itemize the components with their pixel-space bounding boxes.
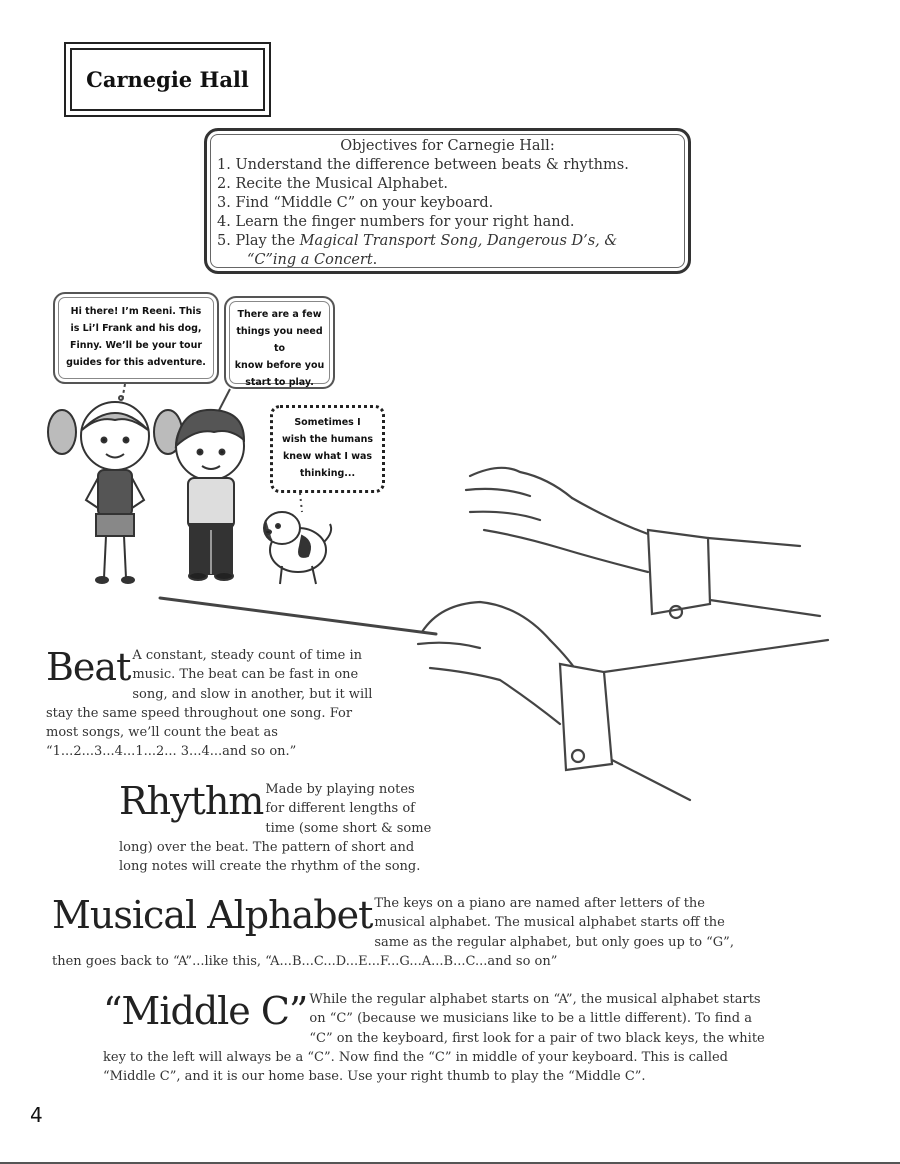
beat-text: A constant, steady count of time in music. The beat can be fast in one song, and slow in another, but it will stay the same speed throughout one song. For most songs, we’ll count the beat as “1...2...3...4...1...2... 3...4...and so on.” bbox=[46, 648, 373, 760]
objective-5-songs-line2: “C”ing a Concert bbox=[247, 252, 373, 268]
objective-5-prefix: 5. Play the bbox=[217, 233, 300, 249]
bubble-line: knew what I was bbox=[282, 451, 373, 462]
rhythm-definition bbox=[119, 780, 434, 876]
bubble-line: There are a few bbox=[237, 309, 322, 320]
objective-item-4: 4. Learn the finger numbers for your right hand. bbox=[217, 214, 575, 230]
objectives-heading: Objectives for Carnegie Hall: bbox=[340, 138, 555, 154]
girl-character-illustration bbox=[48, 402, 182, 583]
page-number: 4 bbox=[30, 1103, 43, 1127]
objective-item-2: 2. Recite the Musical Alphabet. bbox=[217, 176, 449, 192]
objective-5-suffix: . bbox=[372, 252, 378, 268]
bubble-line: is Li’l Frank and his dog, bbox=[70, 323, 202, 334]
bubble-line: Finny. We’ll be your tour bbox=[69, 340, 203, 351]
bubble-line: Hi there! I’m Reeni. This bbox=[70, 306, 202, 317]
musical-alphabet-text: The keys on a piano are named after letters of the musical alphabet. The musical alphabet starts off the same as the regular alphabet, but only goes up to “G”, then goes back to “A”...like this, “A...B...C...D...E...F...G...A...B...C...and so on” bbox=[52, 896, 734, 969]
dog-character-illustration bbox=[264, 512, 331, 584]
boy-character-illustration bbox=[176, 410, 244, 580]
musical-alphabet-term: Musical Alphabet bbox=[52, 893, 373, 937]
objective-item-1: 1. Understand the difference between beats & rhythms. bbox=[217, 157, 629, 173]
bubble-line: start to play. bbox=[245, 377, 314, 388]
rhythm-text: Made by playing notes for different lengths of time (some short & some long) over the beat. The pattern of short and long notes will create the rhythm of the song. bbox=[119, 782, 432, 875]
rhythm-term: Rhythm bbox=[119, 779, 264, 823]
middle-c-definition bbox=[103, 990, 773, 1086]
objective-5-songs-line1: Magical Transport Song, Dangerous D’s, & bbox=[299, 233, 618, 249]
middle-c-text: While the regular alphabet starts on “A”, the musical alphabet starts on “C” (because we musicians like to be a little different). To find a “C” on the keyboard, first look for a pair of two black keys, the white key to the left will always be a “C”. Now find the “C” in middle of your keyboard. This is called “Middle C”, and it is our home base. Use your right thumb to play the “Middle C”. bbox=[103, 992, 765, 1085]
bubble-line: Sometimes I bbox=[294, 417, 361, 428]
page-title: Carnegie Hall bbox=[86, 67, 249, 92]
beat-term: Beat bbox=[46, 645, 131, 689]
bubble-line: things you need to bbox=[236, 326, 323, 354]
beat-definition bbox=[46, 646, 386, 762]
bubble-line: wish the humans bbox=[281, 434, 374, 445]
bubble-line: thinking... bbox=[299, 468, 356, 479]
musical-alphabet-definition bbox=[52, 894, 752, 971]
bubble-line: guides for this adventure. bbox=[66, 357, 206, 368]
middle-c-term: “Middle C” bbox=[103, 989, 308, 1033]
bubble-line: know before you bbox=[234, 360, 325, 371]
objective-item-3: 3. Find “Middle C” on your keyboard. bbox=[217, 195, 494, 211]
